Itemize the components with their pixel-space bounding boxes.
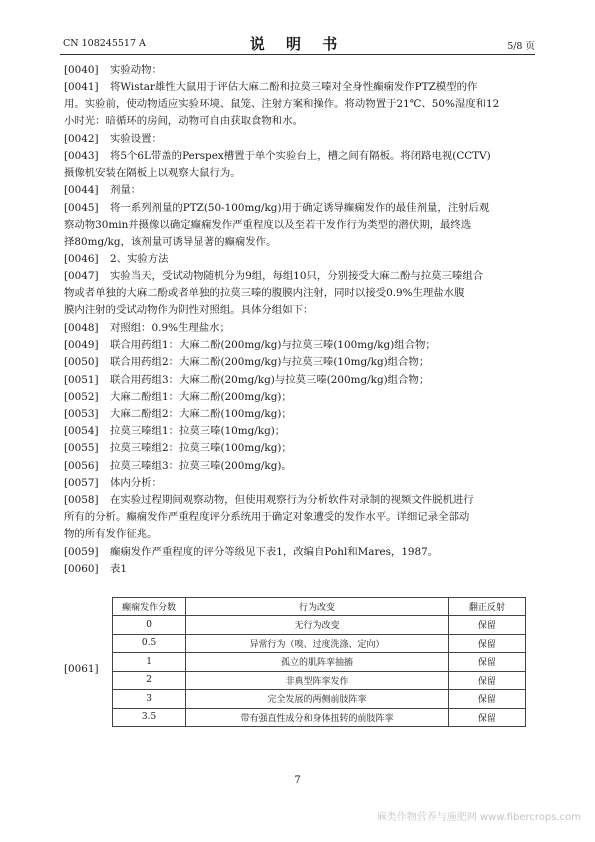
paragraph-text: 大麻二酚组2：大麻二酚(100mg/kg)；: [110, 408, 292, 420]
paragraph-number: [0055]: [64, 442, 99, 455]
table-cell: 1: [113, 653, 186, 672]
paragraph: [64, 182, 534, 199]
table-row: [113, 653, 526, 672]
paragraph-line: [64, 148, 534, 165]
paragraph-number: [0040]: [64, 64, 99, 76]
paragraph: [64, 458, 534, 475]
table-cell: 保留: [448, 634, 525, 653]
paragraph-text: 实验动物：: [110, 64, 162, 76]
paragraph: [64, 354, 534, 371]
table-header-cell: 癫痫发作分数: [113, 598, 186, 616]
table-cell: 异常行为（嗅、过度洗涤、定向）: [186, 634, 449, 653]
paragraph-number: [0058]: [64, 494, 99, 506]
paragraph: [64, 148, 534, 182]
paragraph-text: 对照组：0.9%生理盐水；: [110, 322, 230, 334]
seizure-score-table: [112, 597, 526, 727]
paragraph-text: 摄像机安装在隔板上以观察大鼠行为。: [64, 167, 241, 179]
paragraph-number: [0050]: [64, 356, 99, 369]
paragraph-text: 实验设置：: [110, 132, 162, 145]
paragraph: [64, 561, 534, 578]
paragraph: [64, 389, 534, 406]
table-row: [113, 634, 526, 653]
watermark: 麻类作物营养与施肥网 www.fibercrops.com: [376, 812, 581, 823]
paragraph: [64, 268, 534, 319]
paragraph-line: [64, 423, 534, 440]
table-header-cell: 翻正反射: [448, 598, 525, 616]
paragraph-line: [64, 79, 534, 96]
paragraph-line: [64, 544, 534, 561]
paragraph-line: [64, 440, 534, 457]
paragraph-line: [64, 96, 534, 113]
table-cell: 保留: [448, 708, 525, 727]
paragraph-line: [64, 475, 534, 492]
paragraph-text: 将Wistar雄性大鼠用于评估大麻二酚和拉莫三嗪对全身性癫痫发作PTZ模型的作: [110, 81, 478, 94]
paragraph-number: [0059]: [64, 545, 99, 558]
paragraph: [64, 372, 534, 389]
paragraph-text: 联合用药组1：大麻二酚(200mg/kg)与拉莫三嗪(100mg/kg)组合物；: [110, 339, 436, 352]
paragraph-text: 剂量：: [110, 184, 142, 197]
paragraph-line: [64, 268, 534, 285]
table-row: [113, 671, 526, 690]
paragraph-line: [64, 251, 534, 268]
paragraph-number: [0052]: [64, 390, 99, 403]
paragraph: [64, 320, 534, 337]
paragraph-text: 表1: [110, 562, 128, 575]
paragraph: [64, 423, 534, 440]
paragraph-line: [64, 354, 534, 371]
paragraph-number: [0060]: [64, 562, 99, 575]
table-cell: 3: [113, 690, 186, 709]
header-right: 5/8 页: [507, 41, 535, 52]
paragraph-text: 膜内注射的受试动物作为阴性对照组。具体分组如下：: [64, 304, 314, 317]
header-rule: [60, 54, 535, 55]
paragraph-line: [64, 182, 534, 199]
table-cell: 完全发展的两侧前肢阵挛: [186, 690, 449, 709]
paragraph: [64, 440, 534, 457]
paragraph-text: 实验当天，受试动物随机分为9组，每组10只，分别接受大麻二酚与拉莫三嗪组合: [110, 270, 484, 283]
paragraph-line: [64, 285, 534, 302]
table-row: [113, 616, 526, 635]
paragraph: [64, 475, 534, 492]
paragraph-text: 联合用药组3：大麻二酚(20mg/kg)与拉莫三嗪(200mg/kg)组合物；: [110, 373, 430, 386]
paragraph-number: [0049]: [64, 339, 99, 352]
header-left: CN 108245517 A: [63, 38, 146, 49]
table-row: [113, 690, 526, 709]
paragraph-number: [0043]: [64, 150, 99, 162]
paragraph-line: [64, 217, 534, 234]
paragraph: [64, 337, 534, 354]
paragraph-line: [64, 302, 534, 319]
paragraph-number: [0045]: [64, 201, 99, 214]
paragraph-line: [64, 62, 534, 79]
paragraph-text: 将一系列剂量的PTZ(50-100mg/kg)用于确定诱导癫痫发作的最佳剂量，注射后观: [110, 201, 490, 214]
paragraph-text: 将5个6L带盖的Perspex槽置于单个实验台上，槽之间有隔板。将闭路电视(CCTV): [110, 150, 491, 162]
paragraph-line: [64, 165, 534, 182]
table-cell: 3.5: [113, 708, 186, 727]
table-cell: 带有强直性成分和身体扭转的前肢阵挛: [186, 708, 449, 727]
paragraph-text: 2、实验方法: [110, 253, 169, 266]
paragraph-text: 在实验过程期间观察动物，但使用观察行为分析软件对录制的视频文件脱机进行: [110, 494, 474, 506]
paragraph-line: [64, 234, 534, 251]
table-header-cell: 行为改变: [186, 598, 449, 616]
paragraph: [64, 131, 534, 148]
paragraph: [64, 200, 534, 251]
table-cell: 2: [113, 671, 186, 690]
paragraph-text: 物的所有发作征兆。: [64, 528, 158, 540]
paragraph-number: [0057]: [64, 476, 99, 489]
paragraph: [64, 62, 534, 79]
table-cell: 保留: [448, 671, 525, 690]
paragraph-text: 大麻二酚组1：大麻二酚(200mg/kg)；: [110, 390, 292, 403]
paragraph-number: [0042]: [64, 132, 99, 145]
paragraph-text: 察动物30min并摄像以确定癫痫发作严重程度以及至若干发作行为类型的潜伏期，最终选: [64, 218, 472, 231]
paragraph-number: [0048]: [64, 322, 99, 334]
table-cell: 保留: [448, 616, 525, 635]
table-cell: 孤立的肌阵挛抽搐: [186, 653, 449, 672]
table-cell: 0.5: [113, 634, 186, 653]
paragraph: [64, 79, 534, 130]
paragraph: [64, 492, 534, 543]
table-cell: 0: [113, 616, 186, 635]
header-title: 说 明 书: [249, 35, 346, 53]
paragraph: [64, 544, 534, 561]
paragraph-text: 体内分析：: [110, 476, 162, 489]
paragraph-line: [64, 200, 534, 217]
paragraph-text: 择80mg/kg，该剂量可诱导显著的癫痫发作。: [64, 235, 277, 248]
paragraph-line: [64, 320, 534, 337]
paragraph-text: 联合用药组2：大麻二酚(200mg/kg)与拉莫三嗪(10mg/kg)组合物；: [110, 356, 430, 369]
table-cell: 非典型阵挛发作: [186, 671, 449, 690]
paragraph-line: [64, 458, 534, 475]
paragraph-line: [64, 406, 534, 423]
table-cell: 无行为改变: [186, 616, 449, 635]
paragraph-line: [64, 131, 534, 148]
paragraph-text: 癫痫发作严重程度的评分等级见下表1，改编自Pohl和Mares，1987。: [110, 545, 439, 558]
paragraph-line: [64, 372, 534, 389]
table-row: [113, 708, 526, 727]
paragraph-text: 物或者单独的大麻二酚或者单独的拉莫三嗪的腹膜内注射，同时以接受0.9%生理盐水腹: [64, 287, 465, 300]
paragraph-number: [0047]: [64, 270, 99, 283]
table-cell: 保留: [448, 690, 525, 709]
paragraph: [64, 406, 534, 423]
paragraph-text: 拉莫三嗪组2：拉莫三嗪(100mg/kg)；: [110, 442, 292, 455]
table-cell: 保留: [448, 653, 525, 672]
paragraph-line: [64, 526, 534, 543]
table-header-row: [113, 598, 526, 616]
paragraph-line: [64, 492, 534, 509]
paragraph-number: [0056]: [64, 459, 99, 472]
paragraph-text: 拉莫三嗪组1：拉莫三嗪(10mg/kg)；: [110, 425, 286, 438]
table-paragraph-number: [0061]: [64, 663, 99, 675]
paragraph-text: 所有的分析。癫痫发作严重程度评分系统用于确定对象遭受的发作水平。详细记录全部动: [64, 511, 470, 523]
paragraph: [64, 251, 534, 268]
paragraph-line: [64, 337, 534, 354]
paragraph-number: [0053]: [64, 408, 99, 420]
paragraph-number: [0041]: [64, 81, 99, 94]
paragraph-number: [0046]: [64, 253, 99, 266]
paragraph-number: [0044]: [64, 184, 99, 197]
paragraph-line: [64, 561, 534, 578]
paragraph-number: [0054]: [64, 425, 99, 438]
paragraph-text: 拉莫三嗪组3：拉莫三嗪(200mg/kg)。: [110, 459, 292, 472]
paragraph-text: 用。实验前，使动物适应实验环境、鼠笼、注射方案和操作。将动物置于21℃、50%湿度和12: [64, 98, 500, 111]
paragraph-line: [64, 389, 534, 406]
paragraph-line: [64, 509, 534, 526]
paragraph-text: 小时光：暗循环的房间，动物可自由获取食物和水。: [64, 115, 303, 128]
page-number: 7: [294, 775, 301, 786]
paragraph-number: [0051]: [64, 373, 99, 386]
paragraph-line: [64, 113, 534, 130]
